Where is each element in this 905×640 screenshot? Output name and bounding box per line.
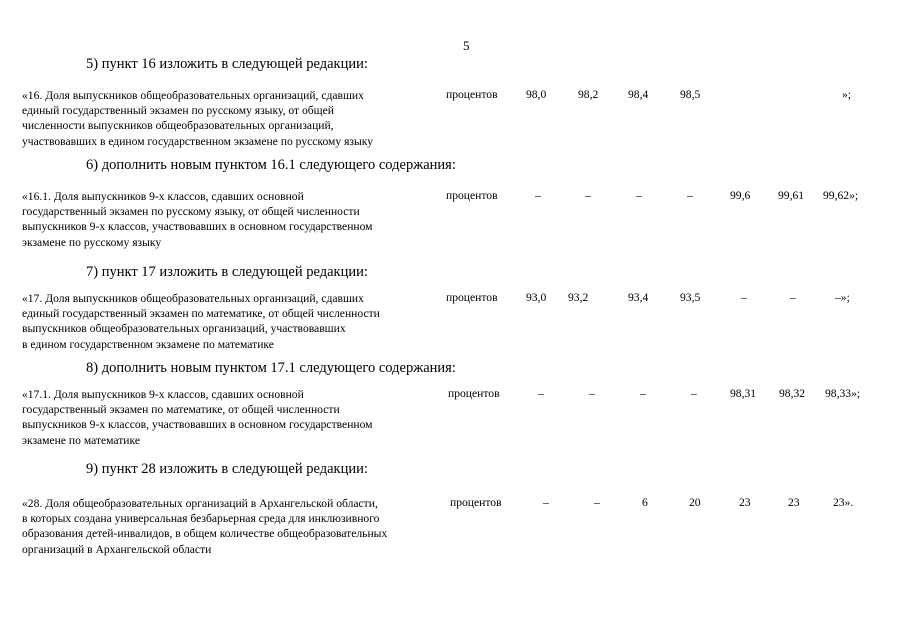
description-line: «16. Доля выпускников общеобразовательных организаций, сдавших — [22, 89, 364, 102]
row-description — [22, 291, 380, 352]
value-cell: »; — [842, 88, 852, 101]
unit-cell: процентов — [446, 189, 498, 202]
value-cell: 98,32 — [779, 387, 806, 400]
description-line: единый государственный экзамен по русскому языку, от общей — [22, 104, 334, 118]
value-cell: 23». — [833, 496, 854, 509]
value-cell: 98,4 — [628, 88, 649, 101]
unit-cell: процентов — [448, 387, 500, 400]
description-line: выпускников 9-х классов, участвовавших в основном государственном — [22, 220, 373, 234]
section-heading: 5) пункт 16 изложить в следующей редакции: — [86, 56, 368, 72]
value-cell: 23 — [788, 496, 800, 509]
value-cell: – — [790, 291, 796, 304]
value-cell: 93,5 — [680, 291, 701, 304]
row-description — [22, 189, 373, 250]
row-description — [22, 88, 373, 149]
value-cell: – — [585, 189, 591, 202]
value-cell: 20 — [689, 496, 701, 509]
description-line: «17. Доля выпускников общеобразовательных организаций, сдавших — [22, 292, 364, 305]
value-cell: – — [741, 291, 747, 304]
value-cell: 99,62»; — [823, 189, 859, 202]
description-line: участвовавших в едином государственном экзамене по русскому языку — [22, 134, 374, 148]
value-cell: – — [538, 387, 544, 400]
description-line: государственный экзамен по русскому языку, от общей численности — [22, 205, 360, 219]
description-line: выпускников общеобразовательных организаций, участвовавших — [22, 322, 346, 336]
value-cell: – — [640, 387, 646, 400]
value-cell: – — [535, 189, 541, 202]
description-line: организаций в Архангельской области — [22, 542, 212, 556]
page-number: 5 — [463, 38, 470, 53]
unit-cell: процентов — [446, 88, 498, 101]
value-cell: 93,4 — [628, 291, 649, 304]
value-cell: – — [691, 387, 697, 400]
description-line: государственный экзамен по математике, от общей численности — [22, 403, 340, 417]
description-line: единый государственный экзамен по математике, от общей численности — [22, 307, 380, 321]
value-cell: – — [589, 387, 595, 400]
value-cell: 23 — [739, 496, 751, 509]
row-description — [22, 496, 387, 557]
value-cell: – — [543, 496, 549, 509]
section-heading: 7) пункт 17 изложить в следующей редакции: — [86, 264, 368, 280]
unit-cell: процентов — [446, 291, 498, 304]
section-heading: 8) дополнить новым пунктом 17.1 следующего содержания: — [86, 360, 456, 376]
value-cell: 98,2 — [578, 88, 599, 101]
value-cell: 93,0 — [526, 291, 547, 304]
description-line: «17.1. Доля выпускников 9-х классов, сдавших основной — [22, 388, 304, 401]
value-cell: –»; — [835, 291, 850, 304]
value-cell: 99,61 — [778, 189, 805, 202]
value-cell: 99,6 — [730, 189, 751, 202]
value-cell: 93,2 — [568, 291, 589, 304]
description-line: численности выпускников общеобразовательных организаций, — [22, 119, 334, 133]
description-line: экзамене по русскому языку — [22, 235, 162, 249]
description-line: «16.1. Доля выпускников 9-х классов, сдавших основной — [22, 190, 304, 203]
value-cell: – — [594, 496, 600, 509]
section-heading: 6) дополнить новым пунктом 16.1 следующего содержания: — [86, 157, 456, 173]
value-cell: 98,33»; — [825, 387, 861, 400]
value-cell: – — [687, 189, 693, 202]
value-cell: 98,0 — [526, 88, 547, 101]
description-line: образования детей-инвалидов, в общем количестве общеобразовательных — [22, 527, 388, 541]
value-cell: 98,31 — [730, 387, 757, 400]
row-description — [22, 387, 373, 448]
section-heading: 9) пункт 28 изложить в следующей редакции: — [86, 461, 368, 477]
unit-cell: процентов — [450, 496, 502, 509]
value-cell: 98,5 — [680, 88, 701, 101]
description-line: выпускников 9-х классов, участвовавших в основном государственном — [22, 418, 373, 432]
description-line: в едином государственном экзамене по математике — [22, 337, 274, 351]
value-cell: – — [636, 189, 642, 202]
value-cell: 6 — [642, 496, 648, 509]
description-line: «28. Доля общеобразовательных организаций в Архангельской области, — [22, 497, 378, 510]
description-line: в которых создана универсальная безбарьерная среда для инклюзивного — [22, 512, 380, 526]
description-line: экзамене по математике — [22, 433, 140, 447]
